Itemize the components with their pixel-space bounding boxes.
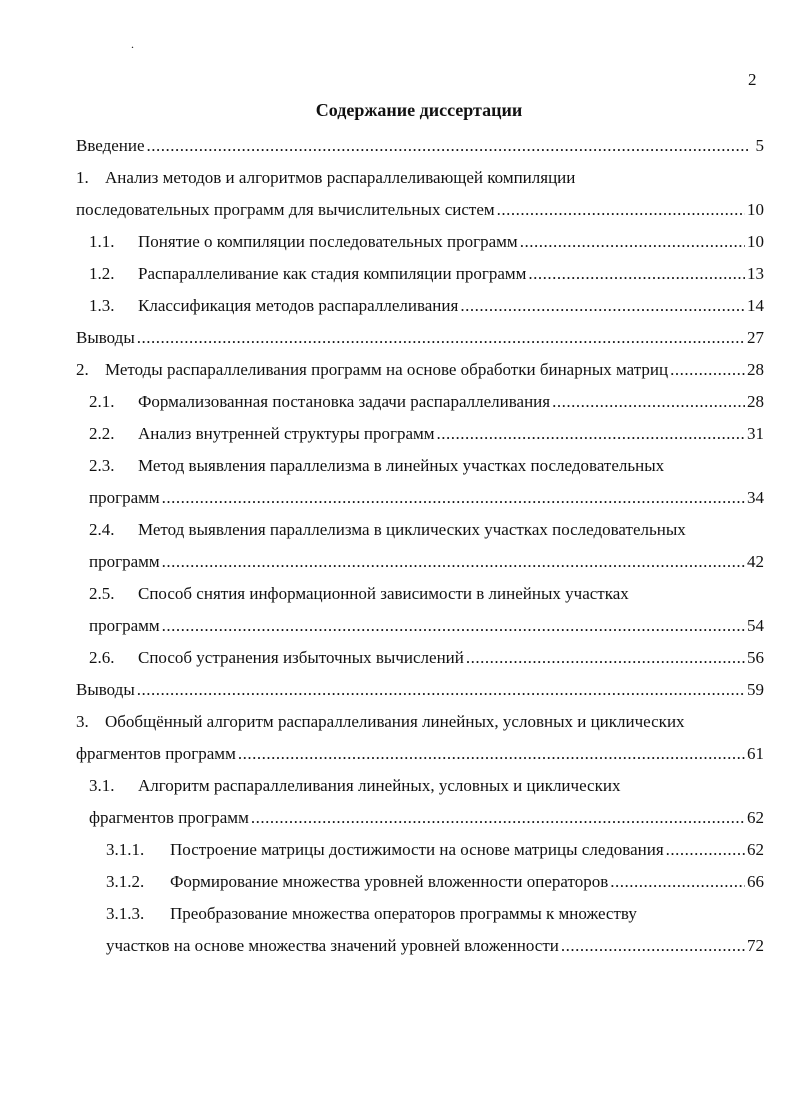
toc-entry-subsection-3-1-1[interactable] [76, 832, 764, 864]
toc-entry-page: 42 [747, 552, 764, 571]
toc-entry-text: Алгоритм распараллеливания линейных, условных и циклических [138, 776, 621, 795]
dot-leader [466, 648, 745, 668]
toc-entry-number: 1. [76, 168, 89, 187]
toc-entry-number: 1.1. [89, 232, 115, 251]
toc-entry-number: 2.5. [89, 584, 115, 603]
toc-entry-section-1-2[interactable] [76, 256, 764, 288]
toc-entry-page: 13 [747, 264, 764, 283]
toc-entry-text: Способ устранения избыточных вычислений [138, 648, 464, 667]
toc-entry-subsection-3-1-2[interactable] [76, 864, 764, 896]
dot-leader [552, 392, 745, 412]
dot-leader [137, 680, 745, 700]
toc-entry-text: Преобразование множества операторов программы к множеству [170, 904, 637, 923]
toc-entry-section-2-3-continued[interactable] [76, 480, 764, 512]
toc-entry-page: 5 [755, 136, 764, 155]
dot-leader [437, 424, 745, 444]
toc-entry-page: 56 [747, 648, 764, 667]
dot-leader [147, 136, 748, 156]
toc-entry-text: Метод выявления параллелизма в циклических участках последовательных [138, 520, 686, 539]
toc-entry-text: Анализ внутренней структуры программ [138, 424, 435, 443]
toc-entry-subsection-3-1-3-continued[interactable] [76, 928, 764, 960]
table-of-contents [76, 128, 764, 960]
toc-entry-text: последовательных программ для вычислительных систем [76, 200, 495, 219]
toc-entry-number: 2.4. [89, 520, 115, 539]
dot-leader [561, 936, 745, 956]
dot-leader [162, 488, 745, 508]
toc-entry-text: Анализ методов и алгоритмов распараллеливающей компиляции [105, 168, 576, 187]
toc-entry-conclusions-2[interactable] [76, 672, 764, 704]
toc-entry-text: Метод выявления параллелизма в линейных участках последовательных [138, 456, 665, 475]
dot-leader [520, 232, 745, 252]
toc-entry-section-1-1[interactable] [76, 224, 764, 256]
dot-leader [497, 200, 745, 220]
dot-leader [666, 840, 745, 860]
toc-entry-text: фрагментов программ [76, 744, 236, 763]
toc-entry-number: 3.1.2. [106, 872, 145, 891]
toc-entry-text: Распараллеливание как стадия компиляции программ [138, 264, 527, 283]
toc-entry-number: 2. [76, 360, 89, 379]
toc-entry-chapter-1[interactable] [76, 160, 764, 192]
toc-entry-number: 2.1. [89, 392, 115, 411]
page-title: Содержание диссертации [315, 100, 523, 120]
toc-entry-chapter-3-continued[interactable] [76, 736, 764, 768]
toc-entry-text: программ [89, 552, 160, 571]
toc-entry-section-2-2[interactable] [76, 416, 764, 448]
toc-entry-page: 31 [747, 424, 764, 443]
toc-entry-section-3-1[interactable] [76, 768, 764, 800]
toc-entry-chapter-2[interactable] [76, 352, 764, 384]
toc-entry-text: программ [89, 616, 160, 635]
toc-entry-text: Понятие о компиляции последовательных программ [138, 232, 518, 251]
toc-entry-chapter-3[interactable] [76, 704, 764, 736]
toc-entry-conclusions-1[interactable] [76, 320, 764, 352]
toc-entry-number: 3. [76, 712, 89, 731]
toc-entry-page: 61 [747, 744, 764, 763]
toc-entry-section-2-1[interactable] [76, 384, 764, 416]
toc-entry-page: 10 [747, 200, 764, 219]
toc-entry-section-3-1-continued[interactable] [76, 800, 764, 832]
dot-leader [251, 808, 745, 828]
toc-entry-subsection-3-1-3[interactable] [76, 896, 764, 928]
toc-entry-page: 28 [747, 392, 764, 411]
toc-entry-page: 59 [747, 680, 764, 699]
dot-leader [137, 328, 745, 348]
toc-entry-number: 3.1. [89, 776, 115, 795]
toc-entry-text: Способ снятия информационной зависимости в линейных участках [138, 584, 629, 603]
toc-entry-number: 3.1.1. [106, 840, 145, 859]
toc-entry-number: 2.3. [89, 456, 115, 475]
toc-entry-text: Выводы [76, 680, 135, 699]
toc-entry-text: участков на основе множества значений уровней вложенности [106, 936, 559, 955]
toc-entry-number: 1.3. [89, 296, 115, 315]
toc-entry-page: 72 [747, 936, 764, 955]
toc-entry-section-2-4-continued[interactable] [76, 544, 764, 576]
toc-entry-section-1-3[interactable] [76, 288, 764, 320]
toc-entry-text: Формализованная постановка задачи распараллеливания [138, 392, 551, 411]
toc-entry-text: Выводы [76, 328, 135, 347]
toc-entry-page: 66 [747, 872, 764, 891]
toc-entry-number: 1.2. [89, 264, 115, 283]
toc-entry-number: 3.1.3. [106, 904, 145, 923]
toc-entry-page: 62 [747, 808, 764, 827]
dot-leader [610, 872, 745, 892]
toc-entry-section-2-5-continued[interactable] [76, 608, 764, 640]
scan-speck: . [131, 37, 134, 51]
toc-entry-text: программ [89, 488, 160, 507]
toc-entry-page: 34 [747, 488, 764, 507]
toc-entry-page: 27 [747, 328, 764, 347]
dot-leader [162, 552, 745, 572]
toc-entry-text: Введение [76, 136, 145, 155]
dot-leader [460, 296, 745, 316]
toc-entry-text: Обобщённый алгоритм распараллеливания линейных, условных и циклических [105, 712, 685, 731]
dot-leader [670, 360, 745, 380]
toc-entry-section-2-4[interactable] [76, 512, 764, 544]
toc-entry-page: 62 [747, 840, 764, 859]
toc-entry-page: 10 [747, 232, 764, 251]
toc-entry-section-2-3[interactable] [76, 448, 764, 480]
dot-leader [238, 744, 745, 764]
dot-leader [528, 264, 745, 284]
toc-entry-page: 28 [747, 360, 764, 379]
toc-entry-text: фрагментов программ [89, 808, 249, 827]
toc-entry-text: Построение матрицы достижимости на основе матрицы следования [170, 840, 664, 859]
toc-entry-section-2-5[interactable] [76, 576, 764, 608]
toc-entry-chapter-1-continued[interactable] [76, 192, 764, 224]
toc-entry-text: Классификация методов распараллеливания [138, 296, 459, 315]
toc-entry-page: 54 [747, 616, 764, 635]
dot-leader [162, 616, 745, 636]
toc-entry-number: 2.2. [89, 424, 115, 443]
toc-entry-introduction[interactable] [76, 128, 764, 160]
toc-entry-text: Методы распараллеливания программ на основе обработки бинарных матриц [105, 360, 669, 379]
toc-entry-page: 14 [747, 296, 764, 315]
toc-entry-section-2-6[interactable] [76, 640, 764, 672]
page-number: 2 [748, 70, 757, 89]
toc-entry-text: Формирование множества уровней вложенности операторов [170, 872, 609, 891]
toc-entry-number: 2.6. [89, 648, 115, 667]
